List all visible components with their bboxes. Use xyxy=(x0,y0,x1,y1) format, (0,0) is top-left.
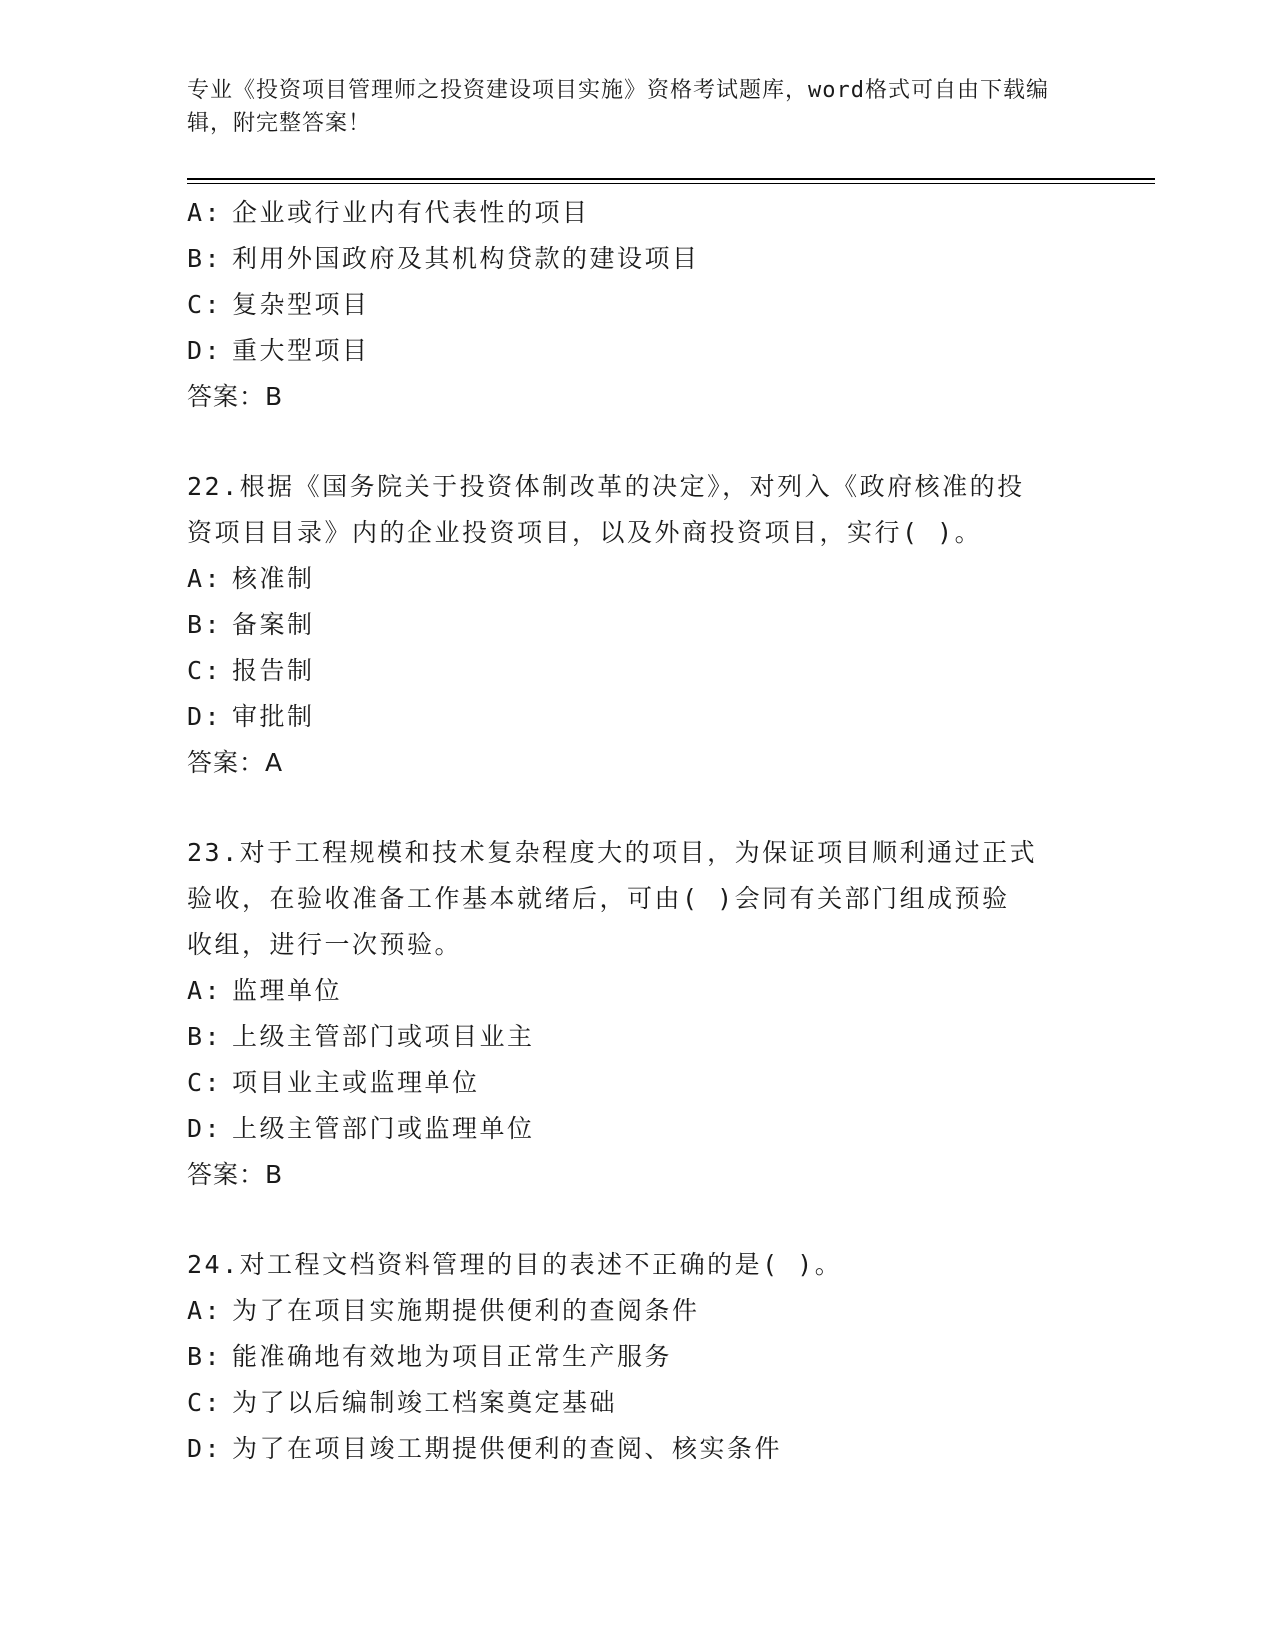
option-letter: D: xyxy=(187,336,223,365)
option-text: 为了在项目竣工期提供便利的查阅、核实条件 xyxy=(232,1434,783,1463)
option-text: 复杂型项目 xyxy=(232,290,370,319)
option-letter: A: xyxy=(187,198,223,227)
option-b xyxy=(187,602,1087,648)
option-letter: C: xyxy=(187,290,223,319)
question-text-line: 23.对于工程规模和技术复杂程度大的项目，为保证项目顺利通过正式 xyxy=(187,838,1038,867)
option-c xyxy=(187,1380,1087,1426)
option-b xyxy=(187,1014,1087,1060)
option-text: 报告制 xyxy=(232,656,315,685)
option-text: 监理单位 xyxy=(232,976,343,1005)
question-21 xyxy=(187,190,1087,420)
option-d xyxy=(187,1426,1087,1472)
answer: 答案：B xyxy=(187,382,284,411)
question-list xyxy=(187,190,1087,1472)
question-text-line: 22.根据《国务院关于投资体制改革的决定》，对列入《政府核准的投 xyxy=(187,472,1025,501)
option-letter: D: xyxy=(187,1114,223,1143)
question-text-line: 资项目目录》内的企业投资项目，以及外商投资项目，实行( )。 xyxy=(187,518,983,547)
option-text: 审批制 xyxy=(232,702,315,731)
option-text: 企业或行业内有代表性的项目 xyxy=(232,198,590,227)
option-a xyxy=(187,1288,1087,1334)
option-letter: D: xyxy=(187,702,223,731)
option-c xyxy=(187,1060,1087,1106)
option-a xyxy=(187,190,1087,236)
option-letter: A: xyxy=(187,1296,223,1325)
option-letter: B: xyxy=(187,610,223,639)
option-letter: B: xyxy=(187,1342,223,1371)
option-text: 核准制 xyxy=(232,564,315,593)
option-d xyxy=(187,328,1087,374)
option-text: 上级主管部门或监理单位 xyxy=(232,1114,535,1143)
header-divider-thick xyxy=(187,178,1155,180)
option-text: 为了以后编制竣工档案奠定基础 xyxy=(232,1388,618,1417)
spacer xyxy=(187,786,1087,830)
question-24 xyxy=(187,1242,1087,1472)
option-b xyxy=(187,1334,1087,1380)
question-text-line: 验收，在验收准备工作基本就绪后，可由( )会同有关部门组成预验 xyxy=(187,884,1010,913)
question-text-line: 24.对工程文档资料管理的目的表述不正确的是( )。 xyxy=(187,1250,843,1279)
option-c xyxy=(187,282,1087,328)
spacer xyxy=(187,1198,1087,1242)
option-a xyxy=(187,968,1087,1014)
option-letter: C: xyxy=(187,1388,223,1417)
spacer xyxy=(187,420,1087,464)
question-23 xyxy=(187,830,1087,1198)
option-c xyxy=(187,648,1087,694)
option-d xyxy=(187,1106,1087,1152)
option-b xyxy=(187,236,1087,282)
option-letter: B: xyxy=(187,1022,223,1051)
option-d xyxy=(187,694,1087,740)
option-text: 项目业主或监理单位 xyxy=(232,1068,480,1097)
option-text: 重大型项目 xyxy=(232,336,370,365)
answer: 答案：B xyxy=(187,1160,284,1189)
option-text: 为了在项目实施期提供便利的查阅条件 xyxy=(232,1296,700,1325)
question-text-line: 收组，进行一次预验。 xyxy=(187,930,463,959)
question-22 xyxy=(187,464,1087,786)
header-divider-thin xyxy=(187,183,1155,184)
option-text: 利用外国政府及其机构贷款的建设项目 xyxy=(232,244,700,273)
option-text: 备案制 xyxy=(232,610,315,639)
option-letter: A: xyxy=(187,976,223,1005)
option-text: 能准确地有效地为项目正常生产服务 xyxy=(232,1342,673,1371)
document-header: 专业《投资项目管理师之投资建设项目实施》资格考试题库，word格式可自由下载编辑，附完整答案！ xyxy=(187,78,1049,136)
option-letter: B: xyxy=(187,244,223,273)
option-letter: A: xyxy=(187,564,223,593)
option-letter: C: xyxy=(187,656,223,685)
option-letter: C: xyxy=(187,1068,223,1097)
option-a xyxy=(187,556,1087,602)
answer: 答案：A xyxy=(187,748,284,777)
option-letter: D: xyxy=(187,1434,223,1463)
option-text: 上级主管部门或项目业主 xyxy=(232,1022,535,1051)
